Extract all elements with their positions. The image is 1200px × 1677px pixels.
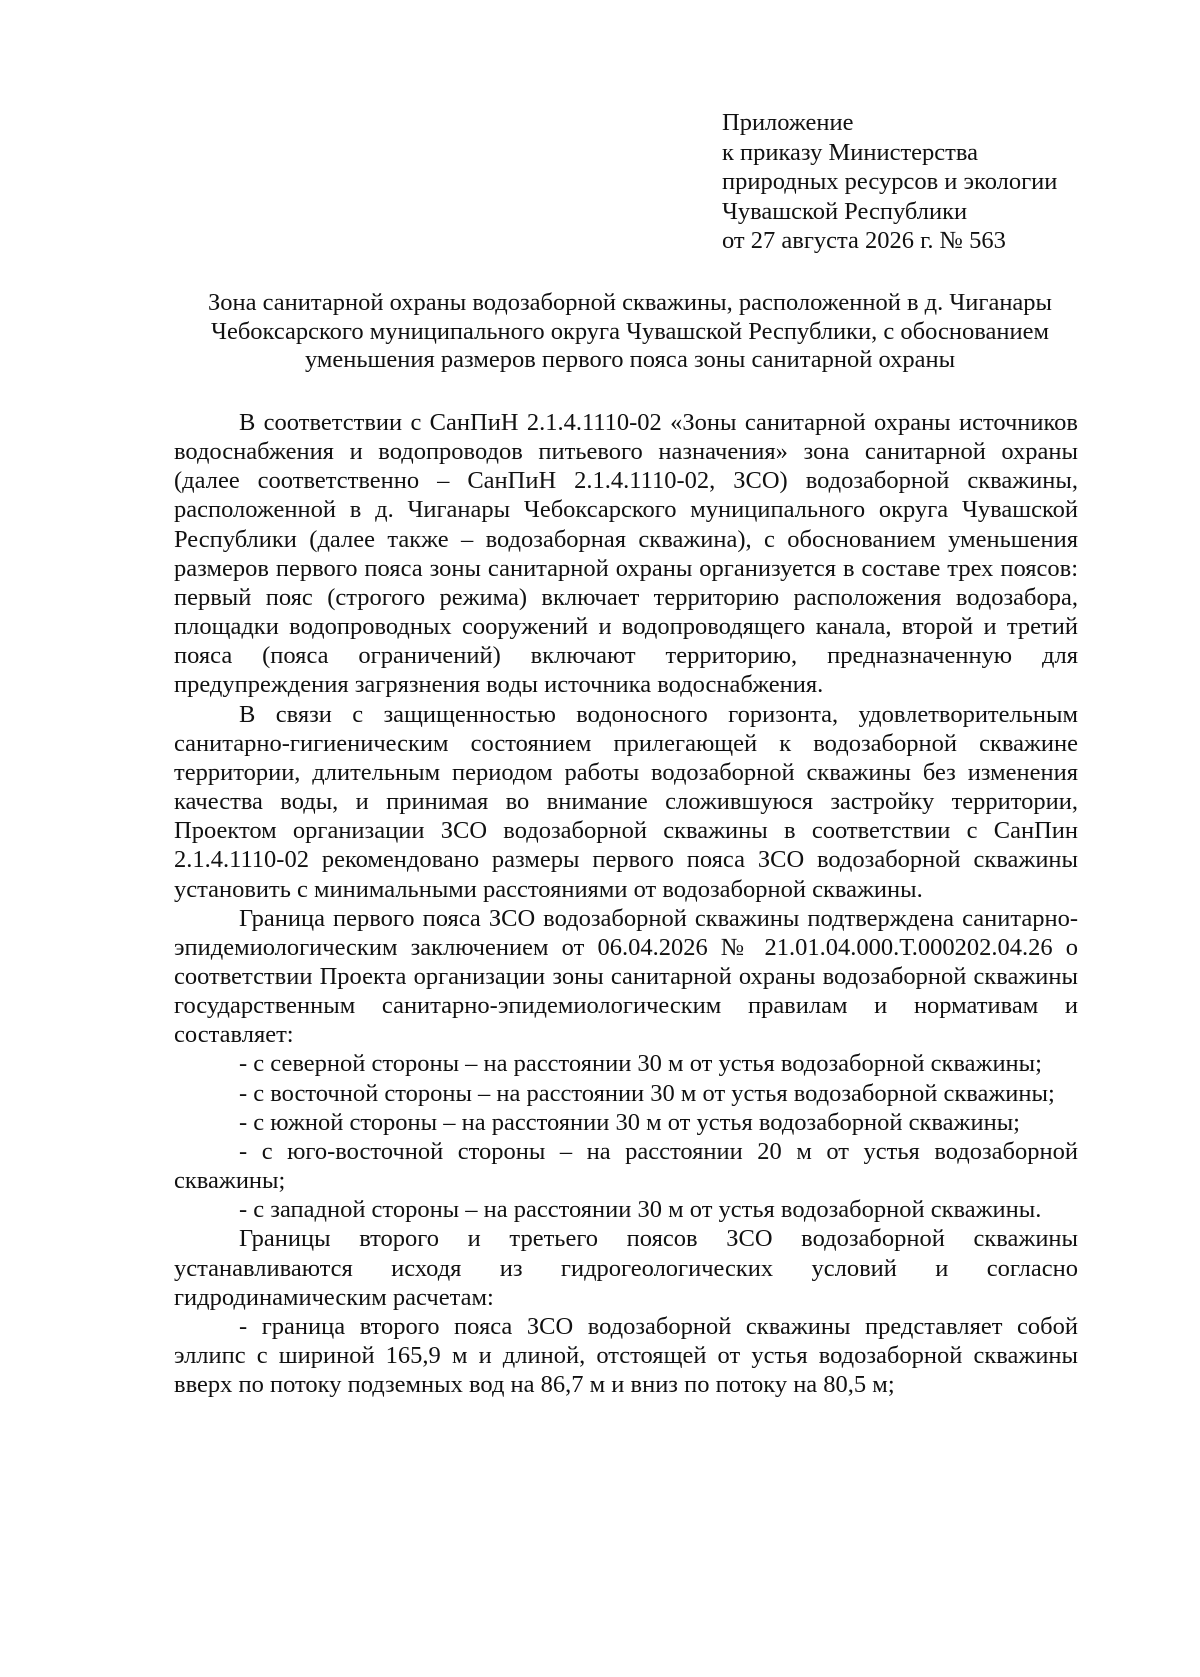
annex-header-line: природных ресурсов и экологии bbox=[722, 168, 1058, 196]
document-body bbox=[174, 408, 1078, 1399]
document-title bbox=[170, 289, 1090, 375]
annex-header-line: к приказу Министерства bbox=[722, 138, 978, 166]
paragraph: В соответствии с СанПиН 2.1.4.1110-02 «Зоны санитарной охраны источников водоснабжения и водопроводов питьевого назначения» зона санитарной охраны (далее соответственно – СанПиН 2.1.4.1110-02, ЗСО) водозаборной скважины, расположенной в д. Чиганары Чебоксарского муниципального округа Чувашской Республики (далее также – водозаборная скважина), с обоснованием уменьшения размеров первого пояса зоны санитарной охраны организуется в составе трех поясов: первый пояс (строгого режима) включает территорию расположения водозабора, площадки водопроводных сооружений и водопроводящего канала, второй и третий пояса (пояса ограничений) включают территорию, предназначенную для предупреждения загрязнения воды источника водоснабжения. bbox=[174, 409, 1078, 699]
title-line: уменьшения размеров первого пояса зоны санитарной охраны bbox=[304, 346, 956, 373]
list-item: - с южной стороны – на расстоянии 30 м от устья водозаборной скважины; bbox=[239, 1108, 1020, 1136]
annex-header-line: Приложение bbox=[722, 109, 854, 136]
title-line: Чебоксарского муниципального округа Чувашской Республики, с обоснованием bbox=[211, 317, 1049, 345]
paragraph: В связи с защищенностью водоносного горизонта, удовлетворительным санитарно-гигиеническим состоянием прилегающей к водозаборной скважине территории, длительным периодом работы водозаборной скважины без изменения качества воды, и принимая во внимание сложившуюся застройку территории, Проектом организации ЗСО водозаборной скважины в соответствии с СанПин 2.1.4.1110-02 рекомендовано размеры первого пояса ЗСО водозаборной скважины установить с минимальными расстояниями от водозаборной скважины. bbox=[174, 700, 1078, 903]
paragraph: Границы второго и третьего поясов ЗСО водозаборной скважины устанавливаются исходя из гидрогеологических условий и согласно гидродинамическим расчетам: bbox=[174, 1225, 1078, 1311]
list-item: - с северной стороны – на расстоянии 30 м от устья водозаборной скважины; bbox=[239, 1050, 1042, 1078]
paragraph: Граница первого пояса ЗСО водозаборной скважины подтверждена санитарно-эпидемиологическим заключением от 06.04.2026 № 21.01.04.000.Т.000202.04.26 о соответствии Проекта организации зоны санитарной охраны водозаборной скважины государственным санитарно-эпидемиологическим правилам и нормативам и составляет: bbox=[174, 904, 1078, 1049]
list-item: - с западной стороны – на расстоянии 30 м от устья водозаборной скважины. bbox=[239, 1196, 1042, 1224]
annex-header-line: от 27 августа 2026 г. № 563 bbox=[722, 227, 1006, 255]
list-item: - с юго-восточной стороны – на расстоянии 20 м от устья водозаборной скважины; bbox=[174, 1137, 1078, 1195]
annex-header-line: Чувашской Республики bbox=[722, 197, 968, 225]
title-line: Зона санитарной охраны водозаборной скважины, расположенной в д. Чиганары bbox=[207, 289, 1053, 316]
annex-header bbox=[722, 108, 1142, 256]
list-item: - граница второго пояса ЗСО водозаборной скважины представляет собой эллипс с шириной 165,9 м и длиной, отстоящей от устья водозаборной скважины вверх по потоку подземных вод на 86,7 м и вниз по потоку на 80,5 м; bbox=[174, 1312, 1078, 1399]
list-item: - с восточной стороны – на расстоянии 30 м от устья водозаборной скважины; bbox=[239, 1079, 1055, 1107]
